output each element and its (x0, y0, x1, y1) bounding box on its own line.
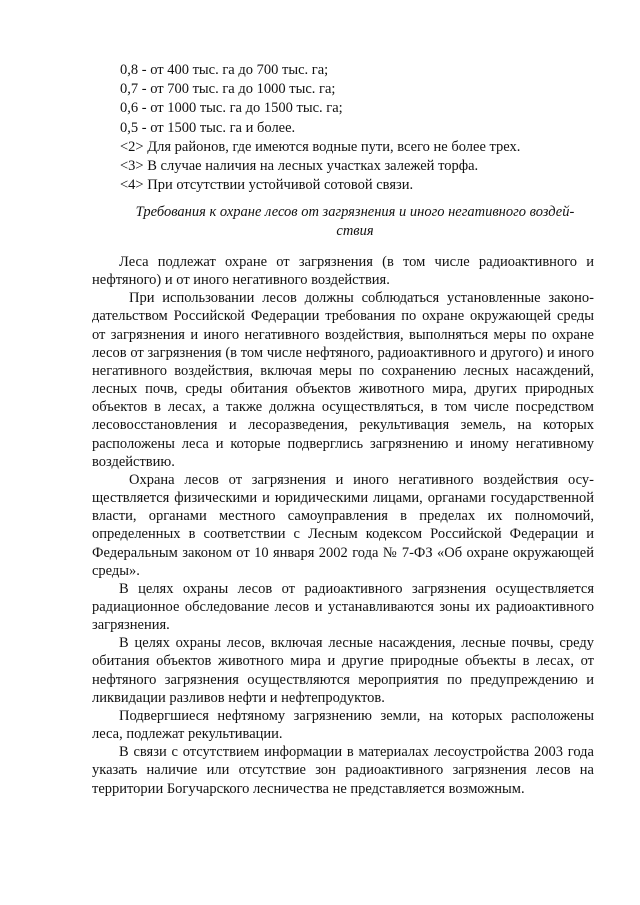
list-item: 0,5 - от 1500 тыс. га и более. (120, 119, 296, 136)
paragraph: В целях охраны лесов, включая лесные насаждения, лесные почвы, среду обитания объектов животного мира и другие природные объекты в лесах, от нефтяного загрязнения осуществляются мероприятия по предупреждению и ликвидации разливов нефти и нефтепродуктов. (92, 635, 594, 706)
list-item: 0,7 - от 700 тыс. га до 1000 тыс. га; (120, 81, 336, 98)
footnote-2: <2> Для районов, где имеются водные пути, всего не более трех. (120, 138, 521, 155)
section-title: Требования к охране лесов от загрязнения и иного негативного воздействия (135, 204, 575, 239)
paragraph: Подвергшиеся нефтяному загрязнению земли, на которых расположены леса, подлежат рекультивации. (92, 707, 594, 743)
paragraph: В связи с отсутствием информации в материалах лесоустройства 2003 года указать наличие или отсутствие зон радиоактивного загрязнения лесов на территории Богучарского лесничества не представляется возможным. (92, 744, 594, 797)
list-item: 0,8 - от 400 тыс. га до 700 тыс. га; (120, 62, 329, 78)
paragraph: Леса подлежат охране от загрязнения (в том числе радиоактивного и нефтяного) и от иного негативного воздействия. (92, 254, 594, 289)
rate-list (120, 61, 590, 195)
section-body (92, 253, 594, 798)
paragraph: В целях охраны лесов от радиоактивного загрязнения осуществляется радиационное обследование лесов и устанавливаются зоны их радиоактивного загрязнения. (92, 580, 594, 634)
paragraph: При использовании лесов должны соблюдаться установленные законодательством Российской Федерации требования по охране окружающей среды от загрязнения и иного негативного воздействия, выполняться меры по охране лесов от загрязнения (в том числе нефтяного, радиоактивного и другого) и иного негативного воздействия, включая меры по сохранению лесных насаждений, лесных почв, среды обитания объектов животного мира, других природных объектов в лесах, а также должна осуществляться, в том числе посредством лесовосстановления и лесоразведения, рекультивация земель, на которых расположены леса и которые подверглись загрязнению и иному негативному воздействию. (92, 290, 594, 470)
footnote-4: <4> При отсутствии устойчивой сотовой связи. (120, 177, 414, 194)
list-item: 0,6 - от 1000 тыс. га до 1500 тыс. га; (120, 100, 343, 117)
paragraph: Охрана лесов от загрязнения и иного негативного воздействия осуществляется физическими и юридическими лицами, органами государственной власти, органами местного самоуправления в пределах их полномочий, определенных в соответствии с Лесным кодексом Российской Федерации и Федеральным законом от 10 января 2002 года № 7-ФЗ «Об охране окружающей среды». (92, 471, 594, 579)
footnote-3: <3> В случае наличия на лесных участках залежей торфа. (120, 158, 479, 175)
